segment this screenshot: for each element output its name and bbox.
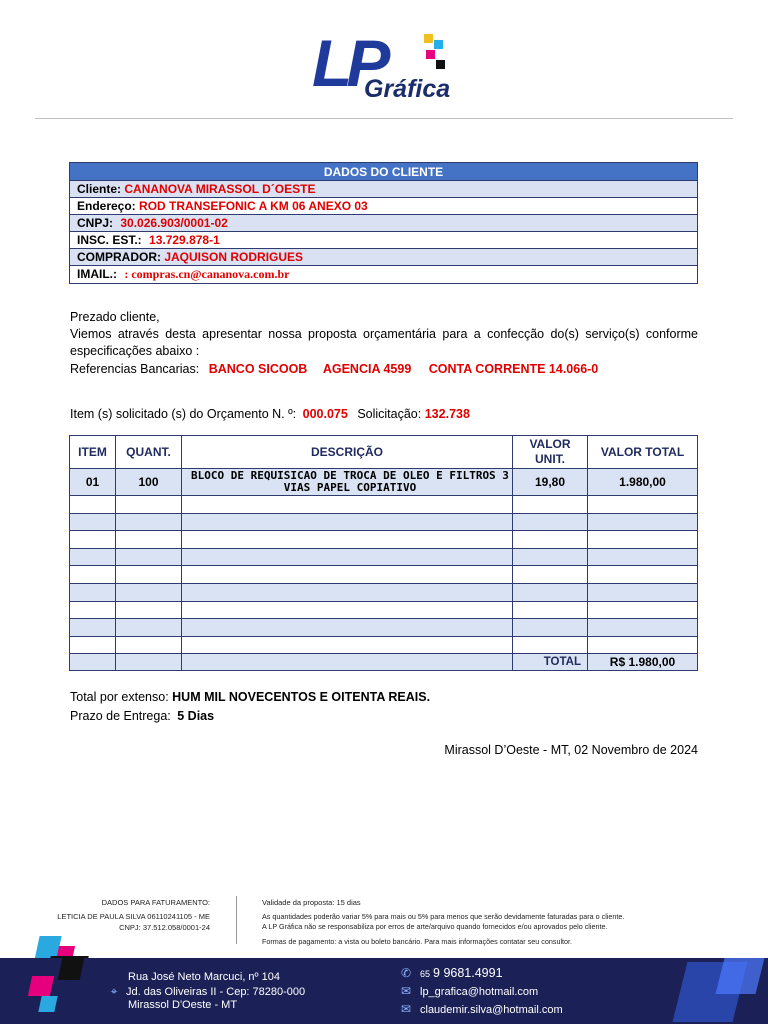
address-line1: Rua José Neto Marcuci, nº 104 [128,971,280,983]
phone-number[interactable]: 9 9681.4991 [433,966,503,980]
client-name-value: CANANOVA MIRASSOL D´OESTE [124,182,316,196]
band-deco-cyan [38,996,57,1012]
table-row-empty [70,583,698,601]
header-qty: QUANT. [116,436,182,469]
client-buyer-value: JAQUISON RODRIGUES [164,250,304,264]
band-deco-black [58,958,85,980]
client-data-header: DADOS DO CLIENTE [70,163,697,181]
client-cnpj-value: 30.026.903/0001-02 [120,216,228,230]
footer-deco-magenta [57,946,75,956]
extenso-label: Total por extenso: [70,690,169,704]
billing-cnpj: CNPJ: 37.512.058/0001-24 [119,923,210,932]
payment-note: Formas de pagamento: a vista ou boleto bancário. Para mais informações contatar seu consultor. [262,937,573,946]
issue-date: Mirassol D’Oeste - MT, 02 Novembro de 2024 [444,743,698,757]
responsibility-note: A LP Gráfica não se responsabiliza por erros de arte/arquivo quando fornecidos e/ou aprovados pelo cliente. [262,922,608,931]
billing-name: LETICIA DE PAULA SILVA 06110241105 - ME [57,912,210,921]
header-desc: DESCRIÇÃO [182,436,513,469]
logo-lp-text: LP [312,26,385,100]
total-label: TOTAL [513,654,588,671]
row-unit: 19,80 [513,469,588,496]
client-email-label: IMAIL.: [77,267,117,281]
mail-icon: ✉ [400,1002,412,1016]
footer-contact-band [0,958,768,1024]
address-line3: Mirassol D'Oeste - MT [128,999,238,1011]
intro-paragraph: Viemos através desta apresentar nossa proposta orçamentária para a confecção do(s) serviço(s) conforme especificações abaixo : [70,327,698,358]
quote-reference [70,406,470,423]
client-row-address [70,198,697,215]
proposal-validity: Validade da proposta: 15 dias [262,898,361,907]
client-buyer-label: COMPRADOR: [77,250,161,264]
address-line2 [108,984,305,999]
request-label: Solicitação: [357,407,422,421]
table-row-empty [70,496,698,514]
band-deco-logo-shape2 [716,958,765,994]
extenso-value: HUM MIL NOVECENTOS E OITENTA REAIS. [172,690,431,704]
client-email-value[interactable]: : compras.cn@cananova.com.br [124,267,290,281]
table-row [70,469,698,496]
logo-cyan-square [434,40,443,49]
row-total: 1.980,00 [588,469,698,496]
client-row-email [70,266,697,283]
row-desc: BLOCO DE REQUISICAO DE TROCA DE OLEO E FILTROS 3 VIAS PAPEL COPIATIVO [182,469,513,496]
location-pin-icon: ⌖ [110,984,118,998]
prazo-label: Prazo de Entrega: [70,709,171,723]
client-insc-value: 13.729.878-1 [149,233,220,247]
email2[interactable]: claudemir.silva@hotmail.com [420,1004,563,1016]
table-row-empty [70,619,698,637]
bank-references [70,361,598,378]
email-line2 [400,1002,563,1017]
address-line2-text: Jd. das Oliveiras II - Cep: 78280-000 [126,986,306,998]
request-number: 132.738 [424,407,470,421]
header-divider [35,118,733,119]
header-total: VALOR TOTAL [588,436,698,469]
phone-line [400,966,503,981]
logo-yellow-square [424,34,433,43]
bank-label: Referencias Bancarias: [70,362,200,376]
client-data-box [69,162,698,284]
billing-title: DADOS PARA FATURAMENTO: [101,898,210,907]
total-in-words [70,689,430,706]
bank-name: BANCO SICOOB [208,362,308,376]
email-line1 [400,984,538,999]
items-table [69,435,698,671]
table-row-empty [70,566,698,584]
mail-icon: ✉ [400,984,412,998]
client-row-name [70,181,697,198]
client-row-cnpj [70,215,697,232]
quantity-note: As quantidades poderão variar 5% para mais ou 5% para menos que serão devidamente faturadas para o cliente. [262,912,625,921]
client-cnpj-label: CNPJ: [77,216,114,230]
bank-account: CONTA CORRENTE 14.066-0 [428,362,599,376]
logo-grafica-text: Gráfica [364,75,451,103]
table-row-empty [70,548,698,566]
row-item: 01 [70,469,116,496]
items-label: Item (s) solicitado (s) do Orçamento N. º: [70,407,297,421]
prazo-value: 5 Dias [177,709,215,723]
table-row-empty [70,513,698,531]
bank-agency: AGENCIA 4599 [322,362,412,376]
table-row-empty [70,636,698,654]
footer-divider [236,896,237,944]
band-deco-magenta [28,976,54,996]
table-row-empty [70,531,698,549]
email1[interactable]: lp_grafica@hotmail.com [420,986,539,998]
client-insc-label: INSC. EST.: [77,233,142,247]
header-unit: VALOR UNIT. [513,436,588,469]
row-qty: 100 [116,469,182,496]
client-name-label: Cliente: [77,182,122,196]
delivery-term [70,708,214,725]
table-total-row [70,654,698,671]
header-item: ITEM [70,436,116,469]
logo-magenta-square [426,50,435,59]
phone-prefix: 65 [420,969,431,979]
logo-black-square [436,60,445,69]
quote-number: 000.075 [302,407,348,421]
company-logo [312,26,462,106]
table-header-row [70,436,698,469]
client-row-buyer [70,249,697,266]
client-address-label: Endereço: [77,199,136,213]
whatsapp-icon: ✆ [400,966,412,980]
table-row-empty [70,601,698,619]
client-address-value: ROD TRANSEFONIC A KM 06 ANEXO 03 [139,199,368,213]
total-value: R$ 1.980,00 [588,654,698,671]
client-row-insc [70,232,697,249]
greeting: Prezado cliente, [70,310,160,324]
